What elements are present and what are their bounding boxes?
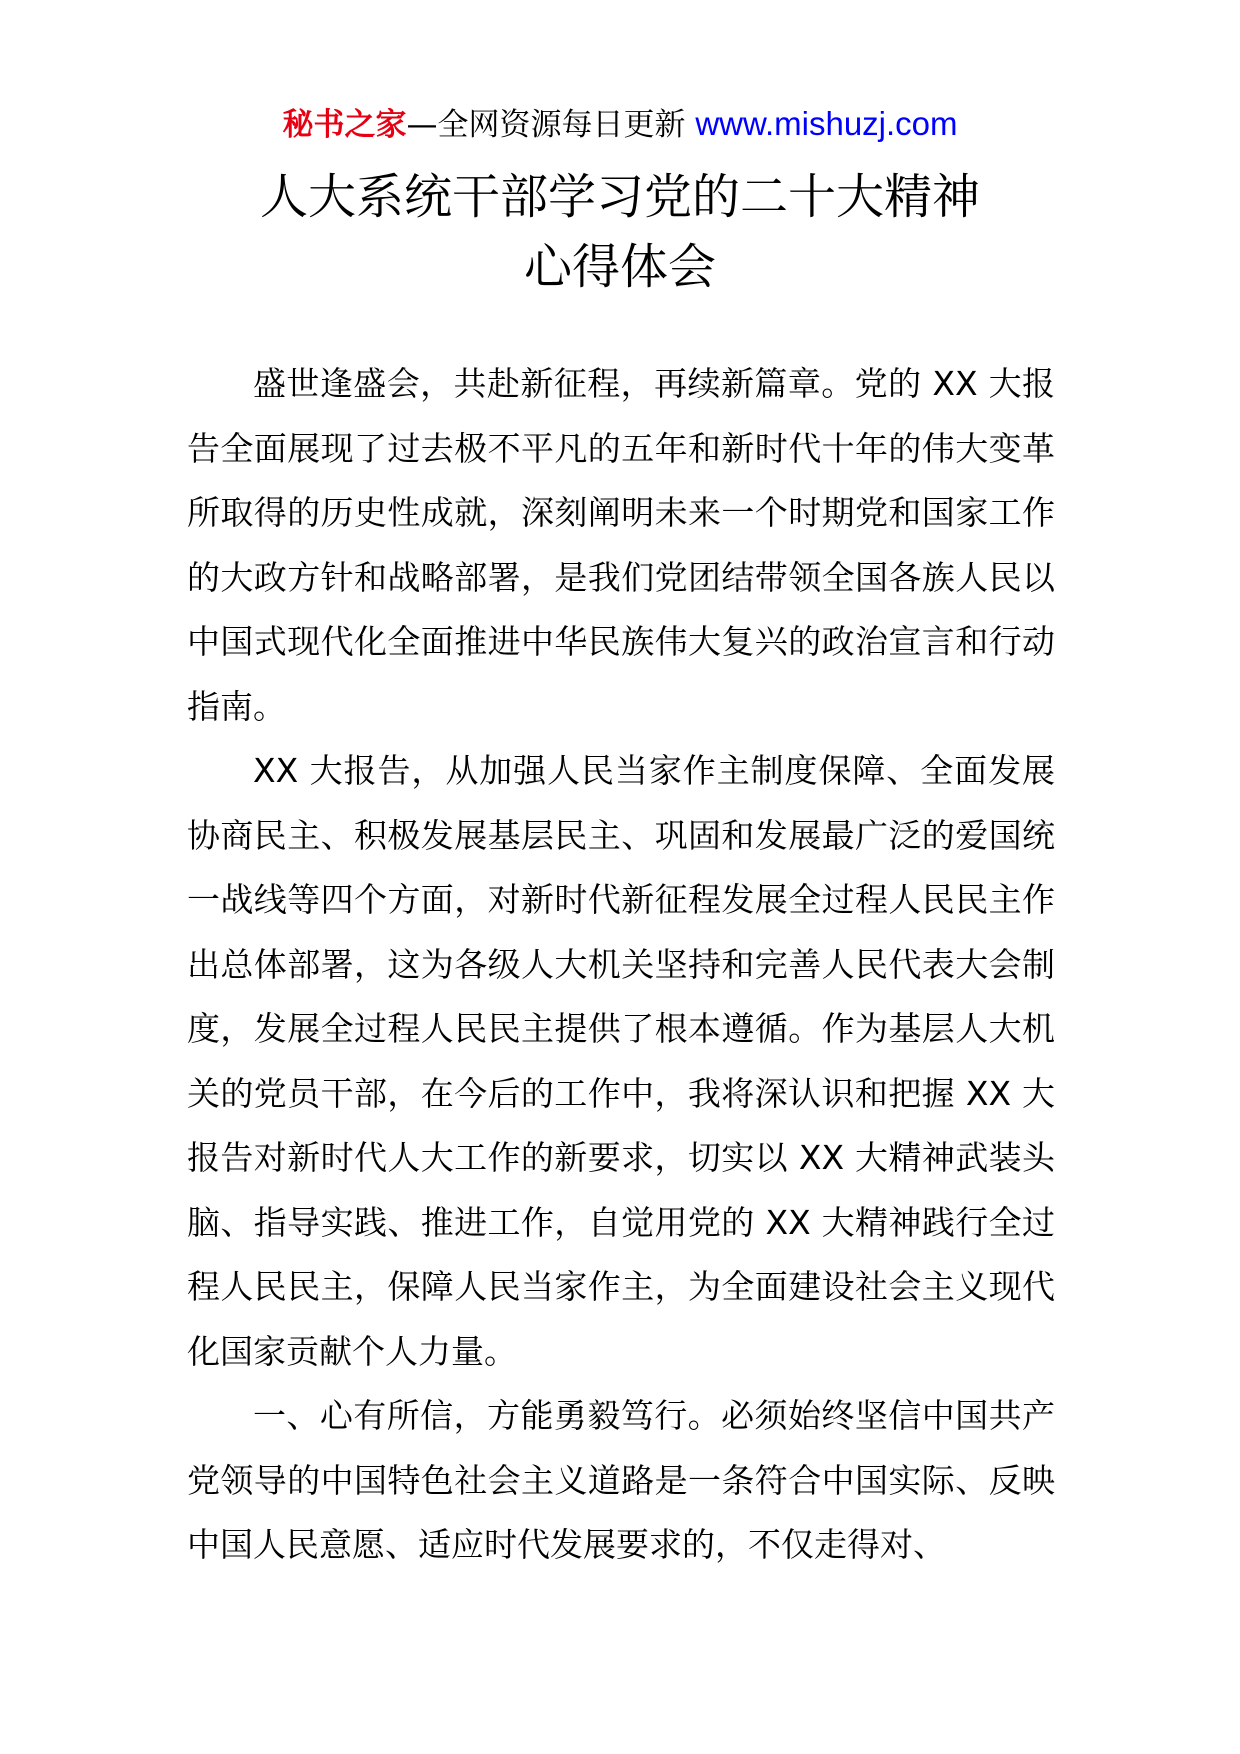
site-tagline: —全网资源每日更新 [406, 107, 686, 143]
paragraph-3: 一、心有所信，方能勇毅笃行。必须始终坚信中国共产党领导的中国特色社会主义道路是一条符合中国实际、反映中国人民意愿、适应时代发展要求的，不仅走得对、 [187, 1396, 1055, 1564]
document-body [187, 352, 1055, 1578]
paragraph-2: XX 大报告，从加强人民当家作主制度保障、全面发展协商民主、积极发展基层民主、巩固和发展最广泛的爱国统一战线等四个方面，对新时代新征程发展全过程人民民主作出总体部署，这为各级人大机关坚持和完善人民代表大会制度，发展全过程人民民主提供了根本遵循。作为基层人大机关的党员干部，在今后的工作中，我将深认识和把握 XX 大报告对新时代人大工作的新要求，切实以 XX 大精神武装头脑、指导实践、推进工作，自觉用党的 XX 大精神践行全过程人民民主，保障人民当家作主，为全面建设社会主义现代化国家贡献个人力量。 [187, 751, 1055, 1371]
site-url[interactable]: www.mishuzj.com [695, 105, 958, 142]
site-header [0, 104, 1240, 145]
title-line-2: 心得体会 [523, 239, 716, 295]
document-title [0, 162, 1240, 302]
paragraph-1: 盛世逢盛会，共赴新征程，再续新篇章。党的 XX 大报告全面展现了过去极不平凡的五年和新时代十年的伟大变革所取得的历史性成就，深刻阐明未来一个时期党和国家工作的大政方针和战略部署，是我们党团结带领全国各族人民以中国式现代化全面推进中华民族伟大复兴的政治宣言和行动指南。 [187, 364, 1055, 726]
title-line-1: 人大系统干部学习党的二十大精神 [259, 169, 980, 225]
site-brand: 秘书之家 [282, 107, 407, 143]
